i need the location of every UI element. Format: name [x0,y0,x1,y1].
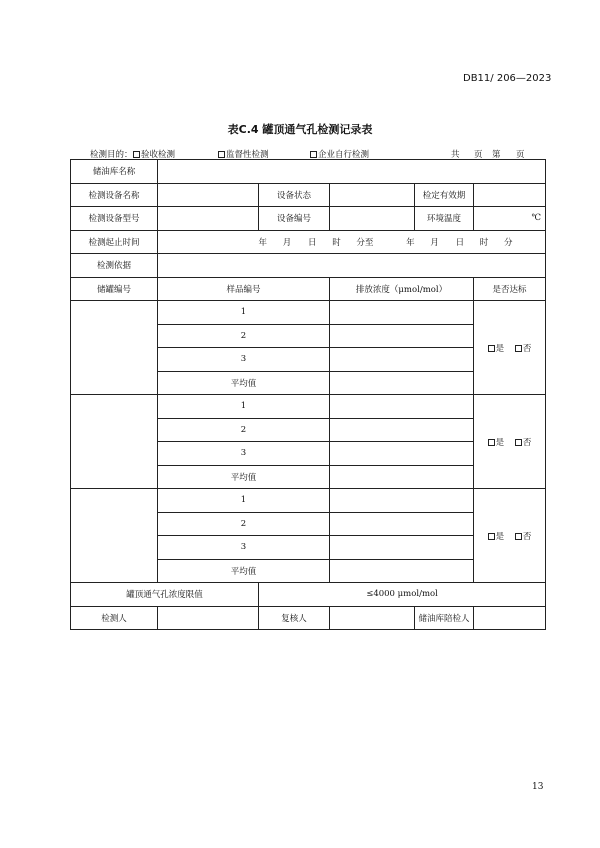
checkbox-icon[interactable] [218,151,225,158]
storage-name-field[interactable] [158,160,546,184]
concentration-field[interactable] [330,442,474,466]
checkbox-icon[interactable] [515,439,522,446]
equipment-status-label: 设备状态 [259,183,330,207]
storage-name-label: 储油库名称 [71,160,158,184]
tank-number-header: 储罐编号 [71,277,158,301]
compliance-field: 是 否 [474,301,546,395]
concentration-field[interactable] [330,418,474,442]
validity-label: 检定有效期 [415,183,474,207]
inspector-field[interactable] [158,606,259,630]
checkbox-icon[interactable] [515,533,522,540]
page-total-label: 共 [451,150,460,160]
tank-number-field[interactable] [71,395,158,489]
basis-field[interactable] [158,254,546,278]
reviewer-field[interactable] [330,606,415,630]
table-row [71,606,546,630]
ambient-temperature-field[interactable]: ℃ [474,207,546,231]
purpose-option-self-monitoring[interactable]: 企业自行检测 [310,148,369,160]
document-code: DB11/ 206—2023 [463,73,552,84]
purpose-label: 检测目的： [90,150,133,160]
sample-number-cell: 3 [158,348,330,372]
compliance-field: 是 否 [474,395,546,489]
sample-number-cell: 3 [158,442,330,466]
checkbox-icon[interactable] [310,151,317,158]
equipment-status-field[interactable] [330,183,415,207]
table-row [71,583,546,607]
average-field[interactable] [330,559,474,583]
page-unit-label-2: 页 [516,150,525,160]
equipment-model-label: 检测设备型号 [71,207,158,231]
inspection-record-table [70,159,546,630]
inspector-label: 检测人 [71,606,158,630]
equipment-number-field[interactable] [330,207,415,231]
table-row [71,230,546,254]
accompany-field[interactable] [474,606,546,630]
equipment-model-field[interactable] [158,207,259,231]
checkbox-icon[interactable] [515,345,522,352]
limit-label: 罐顶通气孔浓度限值 [71,583,259,607]
tank-number-field[interactable] [71,489,158,583]
sample-number-cell: 2 [158,418,330,442]
average-label: 平均值 [158,465,330,489]
average-field[interactable] [330,465,474,489]
sample-number-cell: 1 [158,395,330,419]
compliance-header: 是否达标 [474,277,546,301]
compliance-field: 是 否 [474,489,546,583]
time-range-field[interactable]: 年 月 日 时 分至 年 月 日 时 分 [158,230,546,254]
accompany-label: 储油库陪检人 [415,606,474,630]
concentration-field[interactable] [330,536,474,560]
average-label: 平均值 [158,371,330,395]
table-title: 表C.4 罐顶通气孔检测记录表 [227,123,373,136]
concentration-field[interactable] [330,395,474,419]
equipment-name-label: 检测设备名称 [71,183,158,207]
page-unit-label: 页 [474,150,483,160]
table-row [71,207,546,231]
purpose-option-supervision[interactable]: 监督性检测 [218,148,269,160]
table-header-row [71,277,546,301]
sample-number-cell: 2 [158,512,330,536]
table-row [71,183,546,207]
tank-number-field[interactable] [71,301,158,395]
ambient-temperature-label: 环境温度 [415,207,474,231]
table-row [71,301,546,325]
concentration-field[interactable] [330,489,474,513]
average-field[interactable] [330,371,474,395]
checkbox-icon[interactable] [488,345,495,352]
table-row [71,160,546,184]
sample-number-cell: 2 [158,324,330,348]
table-row [71,489,546,513]
sample-number-header: 样品编号 [158,277,330,301]
page-current-label: 第 [492,150,501,160]
concentration-field[interactable] [330,301,474,325]
table-row [71,254,546,278]
sample-number-cell: 1 [158,489,330,513]
validity-field[interactable] [474,183,546,207]
table-row [71,395,546,419]
checkbox-icon[interactable] [488,533,495,540]
concentration-header: 排放浓度（μmol/mol） [330,277,474,301]
concentration-field[interactable] [330,512,474,536]
checkbox-icon[interactable] [133,151,140,158]
sample-number-cell: 3 [158,536,330,560]
time-range-label: 检测起止时间 [71,230,158,254]
basis-label: 检测依据 [71,254,158,278]
equipment-name-field[interactable] [158,183,259,207]
reviewer-label: 复核人 [259,606,330,630]
concentration-field[interactable] [330,324,474,348]
sample-number-cell: 1 [158,301,330,325]
average-label: 平均值 [158,559,330,583]
equipment-number-label: 设备编号 [259,207,330,231]
page-number: 13 [532,782,544,792]
purpose-option-acceptance[interactable]: 验收检测 [133,148,175,160]
concentration-field[interactable] [330,348,474,372]
checkbox-icon[interactable] [488,439,495,446]
limit-value: ≤4000 μmol/mol [259,583,546,607]
